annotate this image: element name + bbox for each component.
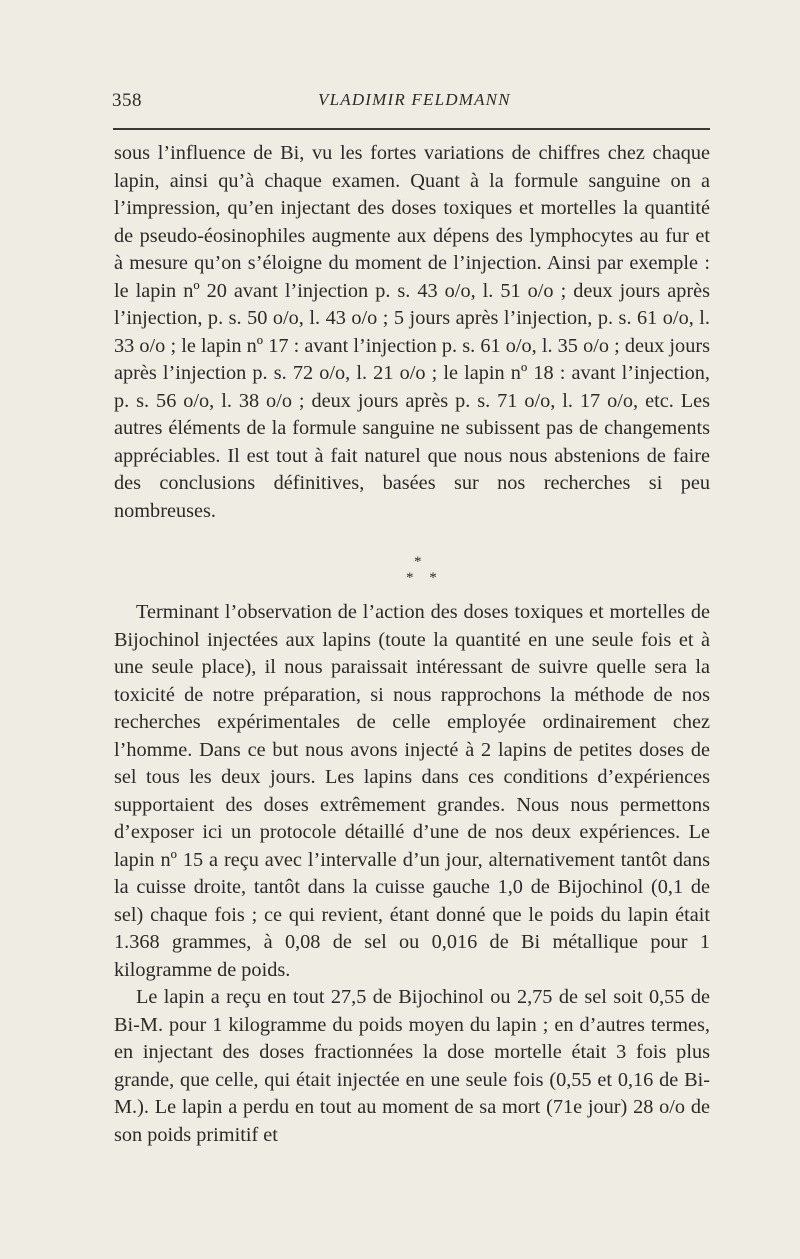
running-title: VLADIMIR FELDMANN [318,90,511,109]
asterism-bottom: * * [406,570,443,586]
paragraph-3: Le lapin a reçu en tout 27,5 de Bijochinol ou 2,75 de sel soit 0,55 de Bi-M. pour 1 kilogramme du poids moyen du lapin ; en d’autres termes, en injectant des doses fractionnées la dose mortelle était 3 fois plus grande, que celle, qui était injectée en une seule fois (0,55 et 0,16 de Bi-M.). Le lapin a perdu en tout au moment de sa mort (71e jour) 28 o/o de son poids primitif et [114,986,710,1146]
asterism-top: * [414,554,422,570]
paragraph-1: sous l’influence de Bi, vu les fortes variations de chiffres chez chaque lapin, ainsi qu’à chaque examen. Quant à la formule sanguine on a l’impression, qu’en injectant des doses toxiques et mortelles la quantité de pseudo-éosinophiles augmente aux dépens des lymphocytes au fur et à mesure qu’on s’éloigne du moment de l’injection. Ainsi par exemple : le lapin nº 20 avant l’injection p. s. 43 o/o, l. 51 o/o ; deux jours après l’injection, p. s. 50 o/o, l. 43 o/o ; 5 jours après l’injection, p. s. 61 o/o, l. 33 o/o ; le lapin nº 17 : avant l’injection p. s. 61 o/o, l. 35 o/o ; deux jours après l’injection p. s. 72 o/o, l. 21 o/o ; le lapin nº 18 : avant l’injection, p. s. 56 o/o, l. 38 o/o ; deux jours après p. s. 71 o/o, l. 17 o/o, etc. Les autres éléments de la formule sanguine ne subissent pas de changements appréciables. Il est tout à fait naturel que nous nous abstenions de faire des conclusions définitives, basées sur nos recherches si peu nombreuses. [114,142,710,522]
page-number: 358 [112,90,142,111]
page-header [0,90,800,120]
header-rule [113,128,710,130]
body-text [114,140,710,1149]
asterism-divider [114,533,710,595]
paragraph-2: Terminant l’observation de l’action des doses toxiques et mortelles de Bijochinol injectées aux lapins (toute la quantité en une seule fois et à une seule place), il nous paraissait intéressant de suivre quelle sera la toxicité de notre préparation, si nous rapprochons la méthode de nos recherches expérimentales de celle employée ordinairement chez l’homme. Dans ce but nous avons injecté à 2 lapins de petites doses de sel tous les deux jours. Les lapins dans ces conditions d’expériences supportaient des doses extrêmement grandes. Nous nous permettons d’exposer ici un protocole détaillé d’une de nos deux expériences. Le lapin nº 15 a reçu avec l’intervalle d’un jour, alternativement tantôt dans la cuisse droite, tantôt dans la cuisse gauche 1,0 de Bijochinol (0,1 de sel) chaque fois ; ce qui revient, étant donné que le poids du lapin était 1.368 grammes, à 0,08 de sel ou 0,016 de Bi métallique pour 1 kilogramme de poids. [114,601,710,981]
